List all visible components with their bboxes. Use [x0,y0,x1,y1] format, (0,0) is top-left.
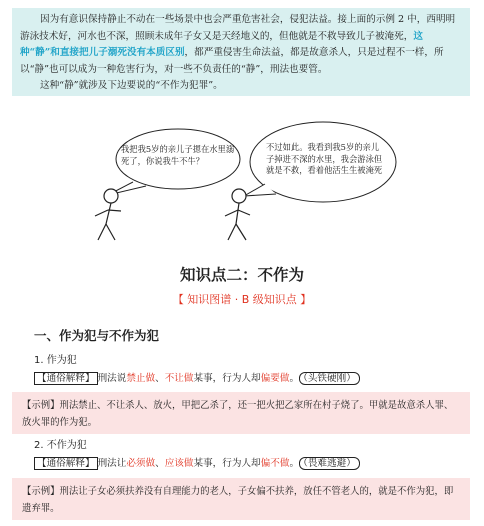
example-omission: 【示例】刑法让子女必须扶养没有自理能力的老人，子女偏不扶养，放任不管老人的，就是不作为犯，即遗弃罪。 [12,478,470,520]
example-action: 【示例】刑法禁止、不让杀人、放火，甲把乙杀了，还一把火把乙家所在村子烧了。甲就是故意杀人罪、放火罪的作为犯。 [12,392,470,434]
left-bubble-text: 我把我5岁的亲儿子摁在水里溺死了，你说我牛不牛？ [121,144,235,166]
intro-paragraph-2: 这种“静”就涉及下边要说的“不作为犯罪”。 [40,80,223,91]
def-text: 。 [289,373,300,384]
def-paren: （畏难逃避） [299,457,360,470]
item-heading-action: 1. 作为犯 [34,355,77,366]
explain-tag: 【通俗解释】 [34,457,98,470]
def-highlight: 禁止做 [126,373,156,384]
section-heading: 一、作为犯与不作为犯 [34,328,160,343]
def-highlight: 不让做 [164,373,194,384]
def-text: 刑法说 [97,373,127,384]
speech-bubbles-and-figures [0,100,484,250]
def-highlight: 应该做 [164,458,194,469]
right-stick-figure [225,189,250,240]
definition-action [34,370,360,384]
right-bubble-text: 不过如此。我看到我5岁的亲儿子掉进不深的水里，我会游泳但就是不救，看着他活生生被淹死 [266,142,383,175]
def-text: 某事，行为人却 [193,458,261,469]
intro-highlight: 这种“静”和直接把儿子溺死没有本质区别 [20,30,423,58]
intro-text-a: 因为有意识保持静止不动在一些场景中也会严重危害社会，侵犯法益。接上面的示例 2 中，西明明游泳技术好，河水也不深，照顾未成年子女又是天经地义的，但他就是不救导致儿子被淹死， [20,14,456,42]
def-highlight: 必须做 [126,458,156,469]
item-heading-omission: 2. 不作为犯 [34,440,87,451]
def-paren: （头铁硬刚） [299,372,360,385]
left-stick-figure [95,189,121,240]
intro-paragraph-1 [20,12,462,78]
def-highlight: 偏不做 [260,458,290,469]
def-text: 、 [155,373,165,384]
def-text: 。 [289,458,300,469]
section-subtitle: 【 知识图谱 · B 级知识点 】 [172,293,312,306]
explain-tag: 【通俗解释】 [34,372,98,385]
def-text: 某事，行为人却 [193,373,261,384]
def-text: 、 [155,458,165,469]
def-text: 刑法让 [97,458,127,469]
section-title: 知识点二：不作为 [179,266,304,284]
definition-omission [34,455,360,469]
intro-box [12,8,470,96]
intro-text-b: ，都严重侵害生命法益，都是故意杀人，只是过程不一样，所以“静”也可以成为一种危害行为，对一些不负责任的“静”，刑法也要管。 [20,47,444,75]
def-highlight: 偏要做 [260,373,290,384]
cartoon-illustration [0,100,484,250]
